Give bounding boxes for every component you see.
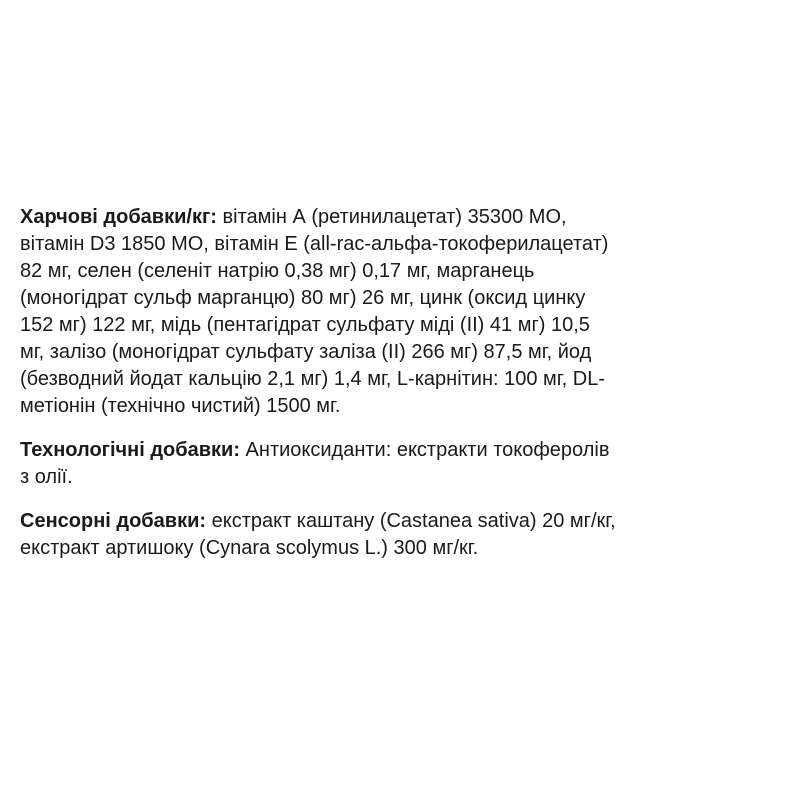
nutritional-line-4: (моногідрат сульф марганцю) 80 мг) 26 мг, цинк (оксид цинку xyxy=(20,287,586,309)
nutritional-line-8: метіонін (технічно чистий) 1500 мг. xyxy=(20,395,341,417)
nutritional-line-3: 82 мг, селен (селеніт натрію 0,38 мг) 0,17 мг, марганець xyxy=(20,260,535,282)
sensory-text: екстракт каштану (Castanea sativa) 20 мг/кг, xyxy=(206,510,616,532)
sensory-line-1 xyxy=(20,508,780,535)
nutritional-line-6: мг, залізо (моногідрат сульфату заліза (II) 266 мг) 87,5 мг, йод xyxy=(20,341,592,363)
nutritional-heading: Харчові добавки/кг: xyxy=(20,206,217,228)
nutritional-line-7: (безводний йодат кальцію 2,1 мг) 1,4 мг, L-карнітин: 100 мг, DL- xyxy=(20,368,605,390)
nutritional-line-2: вітамін D3 1850 МО, вітамін Е (all-rac-альфа-токоферилацетат) xyxy=(20,233,609,255)
sensory-additives-paragraph xyxy=(20,508,780,562)
sensory-heading: Сенсорні добавки: xyxy=(20,510,207,532)
nutritional-line-5: 152 мг) 122 мг, мідь (пентагідрат сульфату міді (II) 41 мг) 10,5 xyxy=(20,314,590,336)
nutritional-additives-paragraph xyxy=(20,204,780,420)
technological-line-2: з олії. xyxy=(20,466,73,488)
ingredients-document xyxy=(20,204,780,579)
technological-additives-paragraph xyxy=(20,437,780,491)
technological-heading: Технологічні добавки: xyxy=(20,439,240,461)
technological-line-1 xyxy=(20,437,780,464)
nutritional-line-1 xyxy=(20,204,780,231)
technological-text: Антиоксиданти: екстракти токоферолів xyxy=(240,439,610,461)
sensory-line-2: екстракт артишоку (Cynara scolymus L.) 300 мг/кг. xyxy=(20,537,479,559)
nutritional-text: вітамін А (ретинилацетат) 35300 МО, xyxy=(216,206,567,228)
